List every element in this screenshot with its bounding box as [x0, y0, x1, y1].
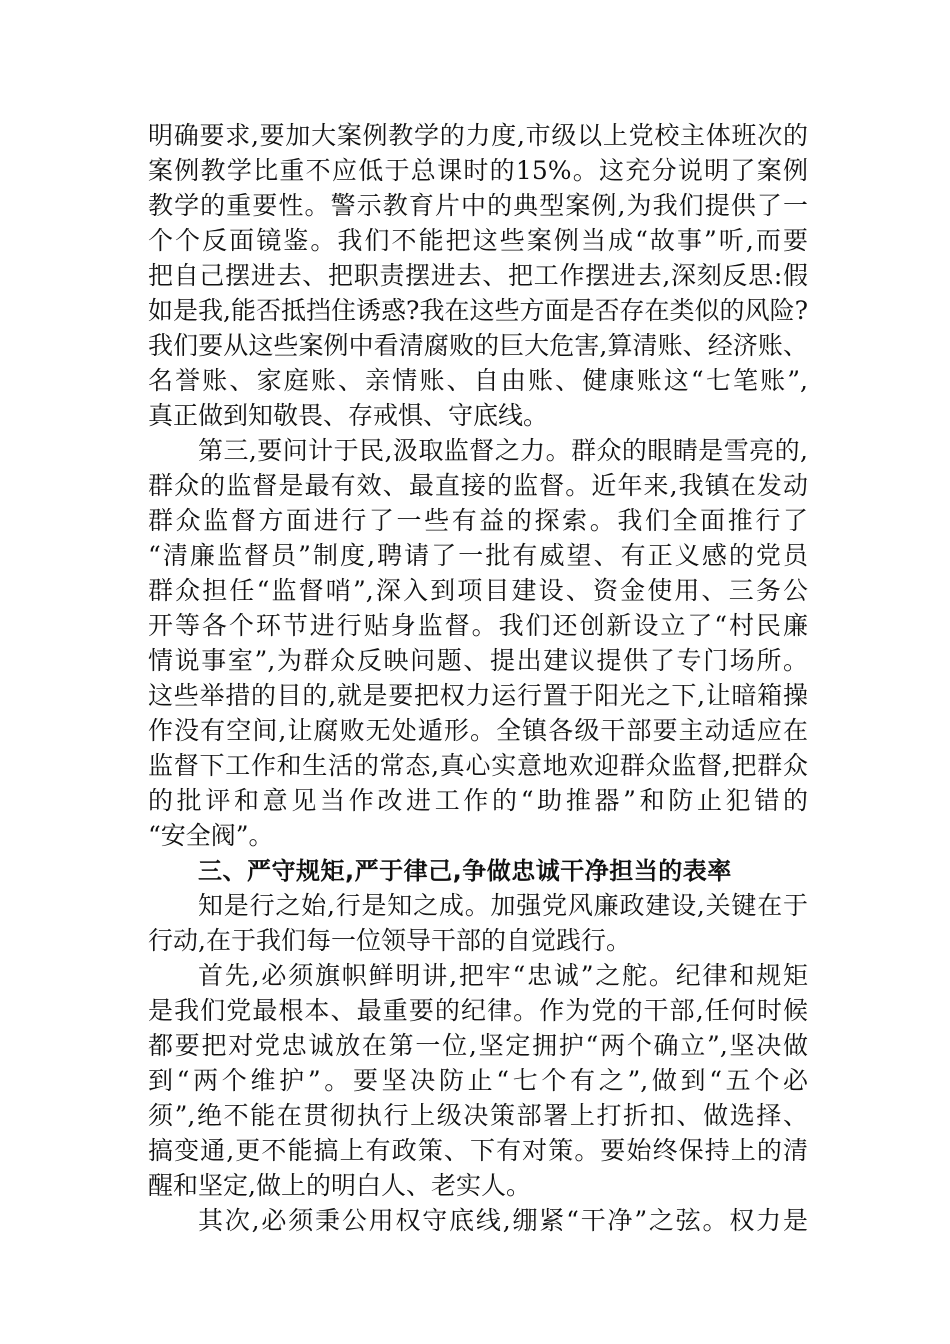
body-text-line: 把自己摆进去、把职责摆进去、把工作摆进去,深刻反思:假 [148, 261, 808, 290]
body-text-line: 开等各个环节进行贴身监督。我们还创新设立了“村民廉 [148, 611, 808, 640]
body-text-line: 的批评和意见当作改进工作的“助推器”和防止犯错的 [148, 786, 808, 815]
body-text-line: 教学的重要性。警示教育片中的典型案例,为我们提供了一 [148, 191, 808, 220]
body-text-line: 到“两个维护”。要坚决防止“七个有之”,做到“五个必 [148, 1066, 808, 1095]
body-text-line: 都要把对党忠诚放在第一位,坚定拥护“两个确立”,坚决做 [148, 1031, 808, 1060]
body-text-line: 这些举措的目的,就是要把权力运行置于阳光之下,让暗箱操 [148, 681, 808, 710]
body-text-line: 群众担任“监督哨”,深入到项目建设、资金使用、三务公 [148, 576, 808, 605]
paragraph-first-line: 首先,必须旗帜鲜明讲,把牢“忠诚”之舵。纪律和规矩 [198, 961, 808, 990]
body-text-line: 真正做到知敬畏、存戒惧、守底线。 [148, 401, 549, 430]
body-text-line: 如是我,能否抵挡住诱惑?我在这些方面是否存在类似的风险? [148, 296, 808, 325]
body-text-line: 名誉账、家庭账、亲情账、自由账、健康账这“七笔账”, [148, 366, 808, 395]
body-text-line: 须”,绝不能在贯彻执行上级决策部署上打折扣、做选择、 [148, 1101, 808, 1130]
body-text-line: 案例教学比重不应低于总课时的15%。这充分说明了案例 [148, 156, 808, 185]
paragraph-first-line: 第三,要问计于民,汲取监督之力。群众的眼睛是雪亮的, [198, 436, 808, 465]
body-text-line: “安全阀”。 [148, 821, 274, 850]
body-text-line: 情说事室”,为群众反映问题、提出建议提供了专门场所。 [148, 646, 808, 675]
body-text-line: 明确要求,要加大案例教学的力度,市级以上党校主体班次的 [148, 121, 808, 150]
paragraph-first-line: 其次,必须秉公用权守底线,绷紧“干净”之弦。权力是 [198, 1206, 808, 1235]
body-text-line: 群众监督方面进行了一些有益的探索。我们全面推行了 [148, 506, 808, 535]
body-text-line: 搞变通,更不能搞上有政策、下有对策。要始终保持上的清 [148, 1136, 808, 1165]
body-text-line: “清廉监督员”制度,聘请了一批有威望、有正义感的党员 [148, 541, 808, 570]
body-text-line: 是我们党最根本、最重要的纪律。作为党的干部,任何时候 [148, 996, 808, 1025]
section-heading: 三、严守规矩,严于律己,争做忠诚干净担当的表率 [198, 857, 732, 885]
body-text-line: 群众的监督是最有效、最直接的监督。近年来,我镇在发动 [148, 471, 808, 500]
body-text-line: 我们要从这些案例中看清腐败的巨大危害,算清账、经济账、 [148, 331, 808, 360]
body-text-line: 监督下工作和生活的常态,真心实意地欢迎群众监督,把群众 [148, 751, 808, 780]
paragraph-first-line: 知是行之始,行是知之成。加强党风廉政建设,关键在于 [198, 891, 808, 920]
body-text-line: 个个反面镜鉴。我们不能把这些案例当成“故事”听,而要 [148, 226, 808, 255]
body-text-line: 行动,在于我们每一位领导干部的自觉践行。 [148, 926, 631, 955]
body-text-line: 作没有空间,让腐败无处遁形。全镇各级干部要主动适应在 [148, 716, 808, 745]
body-text-line: 醒和坚定,做上的明白人、老实人。 [148, 1171, 531, 1200]
